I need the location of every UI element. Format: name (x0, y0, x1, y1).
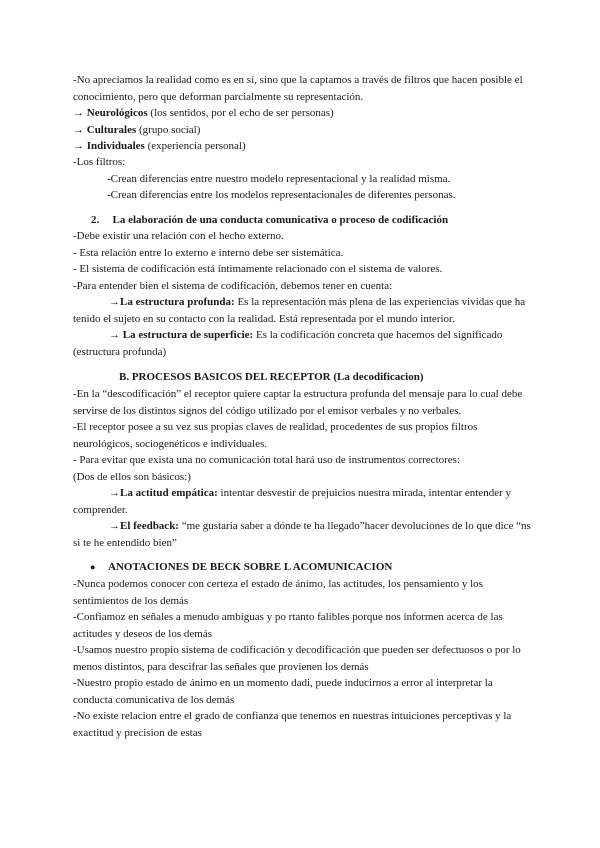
term: La estructura de superficie: (122, 329, 254, 341)
beck-paragraph: -Confiamoz en señales a menudo ambiguas y po rtanto falibles porque nos informen acerca de las actitudes y deseos de los demás (73, 611, 503, 640)
section-2-paragraph: - El sistema de codificación está íntimamente relacionado con el sistema de valores. (73, 263, 443, 275)
filter-individuales (73, 138, 531, 155)
arrow-icon: → (73, 140, 87, 152)
section-title: ANOTACIONES DE BECK SOBRE L ACOMUNICACION (108, 561, 393, 573)
section-2-paragraph: - Esta relación entre lo externo e interno debe ser sistemática. (73, 247, 344, 259)
filter-description: (experiencia personal) (144, 140, 246, 152)
bullet-icon: ● (90, 562, 96, 572)
section-title: La elaboración de una conducta comunicativa o proceso de codificación (112, 214, 449, 226)
beck-heading (73, 559, 548, 576)
term: La actitud empática: (120, 487, 218, 499)
section-b-paragraph: -El receptor posee a su vez sus propias claves de realidad, procedentes de sus propios filtros neurológicos, sociogenéticos e individuales. (73, 421, 478, 450)
filter-culturales (73, 122, 531, 139)
filter-term: Culturales (86, 124, 137, 136)
filter-term: Neurológicos (86, 107, 148, 119)
beck-paragraph: -No existe relacion entre el grado de confianza que tenemos en nuestras intuiciones perceptivas y la exactitud y precision de estas (73, 710, 512, 739)
intro-paragraph: -No apreciamos la realidad como es en sí, sino que la captamos a través de filtros que hacen posible el conocimiento, pero que deforman parcialmente su representación. (73, 74, 523, 103)
arrow-icon: → (73, 124, 87, 136)
estructura-superficie (73, 327, 531, 360)
section-b-heading (73, 369, 577, 386)
arrow-icon: → (109, 520, 120, 532)
term: La estructura profunda: (120, 296, 235, 308)
estructura-profunda (73, 294, 531, 327)
filter-neurologicos (73, 105, 531, 122)
definition: “me gustaria saber a dónde te ha llegado”hacer devoluciones de lo que dice “ns si te he entendido bien” (73, 520, 531, 549)
feedback (73, 518, 531, 551)
filtros-item: -Crean diferencias entre los modelos representacionales de diferentes personas. (107, 189, 456, 201)
section-2-paragraph: -Para entender bien el sistema de codificación, debemos tener en cuenta: (73, 280, 393, 292)
section-number: 2. (91, 214, 100, 226)
arrow-icon: → (109, 487, 120, 499)
beck-paragraph: -Nunca podemos conocer con certeza el estado de ánimo, las actitudes, los pensamiento y los sentimientos de los demás (73, 578, 483, 607)
definition: intentar desvestir de prejuicios nuestra mirada, intentar entender y comprender. (73, 487, 511, 516)
filtros-item: -Crean diferencias entre nuestro modelo representacional y la realidad misma. (107, 173, 451, 185)
section-b-paragraph: - Para evitar que exista una no comunicación total hará uso de instrumentos correctores: (73, 454, 461, 466)
section-b-paragraph: -En la “descodificación” el receptor quiere captar la estructura profunda del mensaje para lo cual debe servirse de los distintos signos del código utilizado por el emisor verbales y no verbales. (73, 388, 523, 417)
term: El feedback: (120, 520, 179, 532)
arrow-icon: → (109, 329, 123, 341)
definition: Es la codificación concreta que hacemos del significado (estructura profunda) (73, 329, 503, 358)
beck-paragraph: -Usamos nuestro propio sistema de codificación y decodificación que pueden ser defectuosos o por lo menos distintos, para descifrar las señales que provienen los demás (73, 644, 521, 673)
filter-term: Individuales (86, 140, 145, 152)
filtros-label: -Los filtros: (73, 156, 126, 168)
filter-description: (grupo social) (136, 124, 201, 136)
arrow-icon: → (73, 107, 87, 119)
actitud-empatica (73, 485, 531, 518)
section-2-heading (73, 212, 549, 229)
section-title: B. PROCESOS BASICOS DEL RECEPTOR (La decodificacion) (119, 371, 424, 383)
section-2-paragraph: -Debe existir una relación con el hecho externo. (73, 230, 284, 242)
arrow-icon: → (109, 296, 120, 308)
section-b-paragraph: (Dos de ellos son básicos:) (73, 471, 191, 483)
beck-paragraph: -Nuestro propio estado de ánimo en un momento dadi, puede inducirnos a error al interpretar la conducta comunicativa de los demás (73, 677, 493, 706)
filter-description: (los sentidos, por el echo de ser personas) (147, 107, 334, 119)
definition: Es la representación más plena de las experiencias vividas que ha tenido el sujeto en su contacto con la realidad. Está representada por el mundo interior. (73, 296, 526, 325)
